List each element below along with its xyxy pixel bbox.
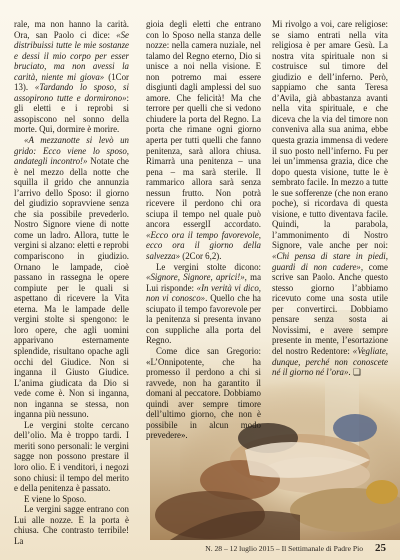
body-text: (1Cor 13). (14, 71, 129, 93)
paragraph (14, 135, 129, 420)
quote-text: «Ecco ora il tempo favorevole, ecco ora il giorno della salvezza» (146, 229, 261, 262)
quote-text: «Se distribuissi tutte le mie sostanze e dessi il mio corpo per esser bruciato, ma non avessi la carità, niente mi giova» (14, 29, 129, 82)
column-2 (146, 19, 261, 449)
body-text: Come dice san Gregorio: «L’Onnipotente, che ha promesso il perdono a chi si ravvede, non ha garantito il domani al peccatore. Dobbiamo quindi aver sempre timore dell’ultimo giorno, che non è possibile in alcun modo prevedere». (146, 345, 261, 441)
paragraph (14, 19, 129, 135)
body-text: Mi rivolgo a voi, care religiose: se siamo entrati nella vita religiosa è per amare Gesù. La nostra vita spirituale non si costruisce sul timore del giudizio e dell’inferno. Però, sappiamo che santa Teresa d’Avila, già abbastanza avanti nella vita spirituale, e che diceva che la via del timore non conveniva alla sua anima, ebbe questa grazia immensa di vedere il suo posto nell’inferno. Fu per lei un’immensa grazia, dice che dopo questa visione, tutte le è sembrato facile. In mezzo a tutte le sue sofferenze (che non erano poche), si ricordava di questa visione, e tutto diventava facile. Quindi, la parabola, l’ammonimento di Nostro Signore, vale anche per noi: (272, 19, 388, 251)
paragraph (146, 262, 261, 346)
page-number: 25 (375, 542, 386, 554)
column-1 (14, 19, 129, 546)
body-text: : gli eletti e i reprobi si assopiscono nel sonno della morte. Qui, dormire è morire. (14, 92, 129, 135)
paragraph (146, 346, 261, 441)
paragraph (272, 19, 388, 378)
body-text: rale, ma non hanno la carità. Ora, san Paolo ci dice: (14, 19, 129, 40)
quote-text: «A mezzanotte si levò un grido: Ecco viene lo sposo, andategli incontro!» (14, 135, 129, 167)
body-text: Le vergini sagge entrano con Lui alle nozze. E la porta è chiusa. Che contrasto terribile! La (14, 504, 129, 546)
issue-info: N. 28 – 12 luglio 2015 – Il Settimanale di Padre Pio (205, 543, 363, 553)
column-3 (272, 19, 388, 378)
quote-text: «Chi pensa di stare in piedi, guardi di non cadere» (272, 251, 388, 272)
quote-text: «Signore, Signore, aprici!» (146, 272, 245, 283)
paragraph (14, 420, 129, 494)
body-text: E viene lo Sposo. (24, 493, 87, 504)
body-text: , come scrive san Paolo. Anche questo stesso giorno l’abbiamo ricevuto come una sosta utile per convertirci. Dobbiamo pensare senza sosta ai Novissimi, e avere sempre presente in mente, l’esortazione del nostro Redentore: (272, 261, 388, 356)
quote-text: «Tardando lo sposo, si assopirono tutte e dormirono» (14, 82, 129, 103)
body-text: Le vergini stolte cercano dell’olio. Ma è troppo tardi. I meriti sono personali: le vergini sagge non possono prestare il loro olio. E i venditori, i negozi sono chiusi: il tempo del merito e della penitenza è passato. (14, 419, 129, 494)
body-text: gioia degli eletti che entrano con lo Sposo nella stanza delle nozze: nella camera nuziale, nel talamo del Regno eterno, Dio si unisce a noi nella visione. E non potremo mai essere disgiunti dagli amplessi del suo amore. Che felicità! Ma che terrore per quelli che si vedono chiudere la porta del Regno. La porta che rimane ogni giorno aperta per tutti quelli che fanno penitenza, sarà allora chiusa. Rimarrà una penitenza – una pena – ma sarà sterile. Il rammarico allora sarà senza nessun frutto. Non potrà ricevere il perdono chi ora sciupa il tempo nel quale può ancora esserglI accordato. (146, 19, 261, 230)
body-text: Notate che è nel mezzo della notte che squilla il grido che annunzia l’arrivo dello Sposo: il giorno del giudizio sopravviene senza che sia possibile prevederlo. Nostro Signore viene di notte come un ladro. Allora, tutte le vergini si alzano: eletti e reprobi compariscono in giudizio. Ornano le lampade, cioè passano in rassegna le opere compiute per le quali si aspettano di ricevere la Vita eterna. Ma le lampade delle vergini stolte si spengono: le loro opere, che agli uomini apparivano esternamente splendide, risultano opache agli occhi del Giudice. Non si inganna il Giusto Giudice. L’anima giudicata da Dio si vede come è. Non si inganna, non inganna se stessa, non inganna più nessuno. (14, 156, 129, 420)
body-text: (2Cor 6,2). (180, 251, 222, 262)
body-text: , ma Lui risponde: (146, 272, 262, 293)
body-text: . Quello che ha sciupato il tempo favorevole per la penitenza si presenta invano con suppliche alla porta del Regno. (146, 293, 261, 346)
body-text: Le vergini stolte dicono: (156, 261, 261, 272)
paragraph (14, 494, 129, 505)
paragraph (146, 19, 261, 262)
quote-text: «Vegliate, dunque, perché non conoscete né il giorno né l’ora» (272, 345, 388, 378)
paragraph (14, 504, 129, 546)
body-text: . ❏ (348, 367, 361, 378)
page-footer (150, 536, 400, 560)
quote-text: «In verità vi dico, non vi conosco» (146, 282, 261, 304)
